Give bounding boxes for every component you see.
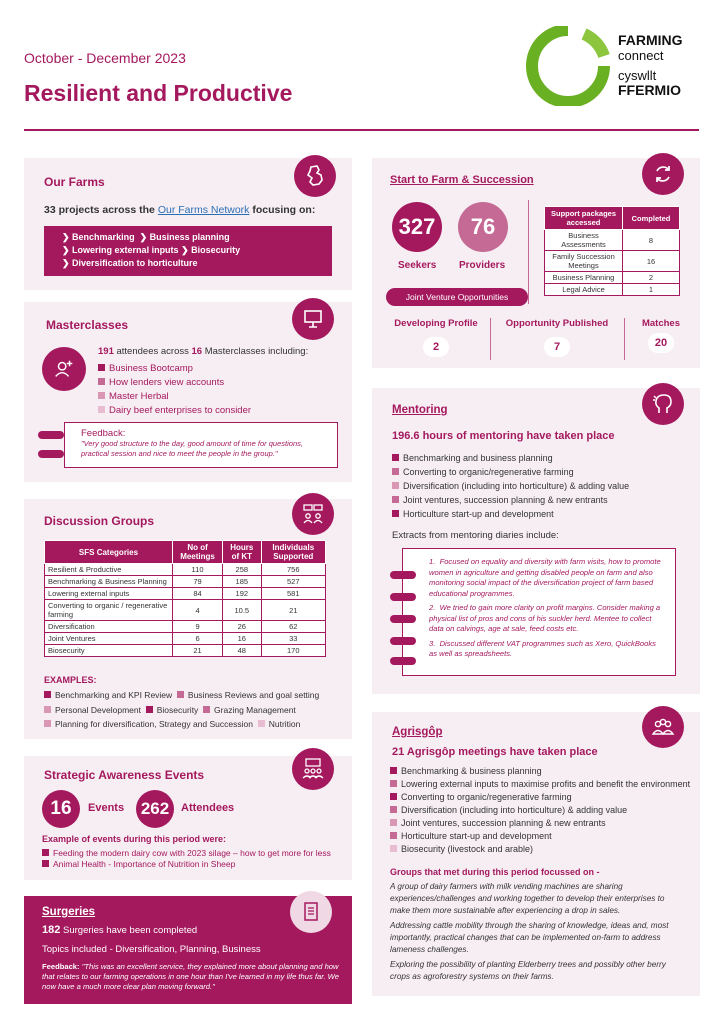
example-item: Nutrition (268, 719, 301, 729)
list-item: Horticulture start-up and development (392, 507, 692, 521)
masterclasses-feedback-box (64, 422, 338, 468)
list-item: Diversification (including into horticulture) & adding value (390, 804, 696, 817)
agrisgop-title: Agrisgôp (392, 726, 443, 738)
list-item: Benchmarking & business planning (390, 765, 696, 778)
agrisgop-panel (372, 712, 700, 996)
start-to-farm-title: Start to Farm & Succession (390, 174, 534, 186)
list-item: ❯ Lowering external inputs ❯ Biosecurity (62, 245, 241, 255)
feedback-label: Feedback: (42, 962, 80, 971)
attendees-label: Attendees (181, 802, 235, 814)
events-label: Events (88, 802, 125, 814)
list-item: Converting to organic/regenerative farming (390, 791, 696, 804)
group-item: A group of dairy farmers with milk vending machines are sharing experiences/challenges and working together to develop their enterprises to make them more sustainable after experiencing a drop in sales. (390, 882, 665, 915)
table-row: Benchmarking & Business Planning 79 185 527 (45, 576, 326, 588)
presentation-icon (292, 298, 334, 340)
extract-tab (390, 593, 416, 601)
table-row: Biosecurity 21 48 170 (45, 645, 326, 657)
group-discussion-icon (292, 493, 334, 535)
wales-map-icon (294, 155, 336, 197)
surgeries-count: 182 Surgeries have been completed (42, 924, 198, 936)
refresh-cycle-icon (642, 153, 684, 195)
mentoring-title: Mentoring (392, 404, 448, 416)
table-row: Family Succession Meetings 16 (545, 251, 680, 272)
table-header: SFS Categories (45, 541, 173, 564)
list-item: Dairy beef enterprises to consider (98, 404, 251, 418)
discussion-groups-title: Discussion Groups (44, 514, 155, 528)
list-item: Business Bootcamp (98, 362, 251, 376)
events-example-label: Example of events during this period were: (42, 834, 227, 844)
our-farms-list (44, 226, 332, 276)
list-item: Benchmarking and business planning (392, 451, 692, 465)
masterclasses-summary: 191 attendees across 16 Masterclasses including: (98, 346, 309, 357)
divider-vertical (624, 318, 625, 360)
list-item: Converting to organic/regenerative farming (392, 465, 692, 479)
extracts-label: Extracts from mentoring diaries include: (392, 530, 559, 541)
table-row: Diversification 9 26 62 (45, 621, 326, 633)
table-row: Business Assessments 8 (545, 230, 680, 251)
extracts-box (402, 548, 676, 676)
extract-tab (390, 615, 416, 623)
table-header: Individuals Supported (261, 541, 325, 564)
surgeries-title: Surgeries (42, 906, 96, 918)
people-group-icon (642, 706, 684, 748)
example-item: Biosecurity (156, 704, 199, 715)
user-add-icon (42, 347, 86, 391)
example-item: Grazing Management (214, 704, 296, 715)
table-row: Joint Ventures 6 16 33 (45, 633, 326, 645)
example-item: Personal Development (55, 704, 141, 715)
seekers-badge: 327 (392, 202, 442, 252)
table-header: No of Meetings (173, 541, 223, 564)
intro-pre: 33 projects across the (44, 204, 155, 216)
masterclasses-title: Masterclasses (46, 318, 129, 332)
events-count-badge: 16 (42, 790, 80, 828)
mentoring-list (392, 451, 692, 521)
intro-post: focusing on: (252, 204, 316, 216)
list-item: ❯ Benchmarking ❯ Business planning (62, 232, 230, 242)
agrisgop-headline: 21 Agrisgôp meetings have taken place (392, 746, 598, 758)
support-packages-table (544, 206, 680, 296)
divider-vertical (528, 200, 529, 304)
extract-item: 1. Focused on equality and diversity with farm visits, how to promote women in agriculture and getting disabled people on farm and also monitoring social impact of the diversification project of farm based educational programmes. (429, 557, 661, 598)
examples-label: EXAMPLES: (44, 675, 97, 685)
stat-value: 20 (648, 333, 674, 353)
table-header-row (545, 207, 680, 230)
list-item: Horticulture start-up and development (390, 830, 696, 843)
table-row: Lowering external inputs 84 192 581 (45, 588, 326, 600)
audience-icon (292, 748, 334, 790)
mentor-head-icon (642, 383, 684, 425)
farming-connect-logo (526, 26, 706, 106)
extract-tab (390, 637, 416, 645)
extract-tab (390, 657, 416, 665)
examples-list (44, 688, 344, 732)
list-item: Diversification (including into horticulture) & adding value (392, 479, 692, 493)
strategic-title: Strategic Awareness Events (44, 768, 205, 782)
mentoring-panel (372, 388, 700, 694)
document-icon (290, 891, 332, 933)
stat-value: 7 (544, 337, 570, 357)
group-item: Addressing cattle mobility through the sharing of knowledge, ideas and, most importantly, practical changes that can be implemented on-farm to address lameness challenges. (390, 921, 669, 954)
event-example: Animal Health - Importance of Nutrition in Sheep (53, 859, 236, 869)
logo-text-1: FARMING (618, 32, 683, 48)
extract-item: 2. We tried to gain more clarity on profit margins. Consider making a physical list of pros and cons of his suckler herd. Mentee to collect data on calvings, age at sale, feed costs etc. (429, 603, 661, 633)
list-item: ❯ Diversification to horticulture (62, 258, 198, 268)
table-row: Business Planning 2 (545, 272, 680, 284)
table-row: Converting to organic / regenerative farming 4 10.5 21 (45, 600, 326, 621)
table-header: Hours of KT (223, 541, 262, 564)
masterclasses-list (98, 362, 251, 418)
table-header-row (45, 541, 326, 564)
table-row: Resilient & Productive 110 258 756 (45, 564, 326, 576)
discussion-groups-table (44, 540, 326, 657)
providers-label: Providers (459, 260, 506, 271)
logo-text-2: connect (618, 48, 664, 63)
extract-tab (390, 571, 416, 579)
stat-matches (626, 318, 696, 353)
divider-vertical (490, 318, 491, 360)
logo-text-4: FFERMIO (618, 82, 681, 98)
stat-label: Matches (641, 318, 680, 329)
logo-ring-icon (526, 26, 610, 106)
joint-venture-button[interactable]: Joint Venture Opportunities (386, 288, 528, 306)
surgeries-feedback (42, 962, 342, 992)
providers-badge: 76 (458, 202, 508, 252)
events-examples (42, 848, 338, 870)
stat-published (492, 318, 622, 357)
list-item: How lenders view accounts (98, 376, 251, 390)
table-row: Legal Advice 1 (545, 284, 680, 296)
logo-text-3: cyswllt (618, 68, 657, 83)
agrisgop-list (390, 765, 696, 856)
stat-label: Opportunity Published (505, 318, 609, 329)
mentoring-headline: 196.6 hours of mentoring have taken place (392, 430, 615, 442)
example-item: Business Reviews and goal setting (187, 690, 320, 700)
table-header: Support packages accessed (545, 207, 623, 230)
stat-developing (382, 318, 490, 357)
list-item: Joint ventures, succession planning & new entrants (390, 817, 696, 830)
example-item: Planning for diversification, Strategy and Succession (55, 719, 253, 729)
discussion-groups-panel (24, 499, 352, 739)
list-item: Master Herbal (98, 390, 251, 404)
our-farms-intro (44, 204, 315, 216)
feedback-quote: "This was an excellent service, they explained more about planning and how that relates to our farming operations in one hour than I've learned in my life thus far. We now have a much more clear plan moving forward." (42, 962, 339, 991)
our-farms-title: Our Farms (44, 175, 105, 189)
groups-label: Groups that met during this period focussed on - (390, 867, 600, 877)
groups-list (390, 881, 686, 983)
surgeries-topics: Topics included - Diversification, Planning, Business (42, 944, 261, 955)
extract-item: 3. Discussed different VAT programmes such as Xero, QuickBooks as well as spreadsheets. (429, 638, 656, 658)
example-item: Benchmarking and KPI Review (55, 690, 173, 700)
stat-value: 2 (423, 337, 449, 357)
feedback-tab-top (38, 431, 64, 439)
feedback-label: Feedback: (81, 428, 126, 439)
feedback-quote: "Very good structure to the day, good amount of time for questions, practical session and nice to meet the people in the group." (81, 439, 303, 458)
group-item: Exploring the possibility of planting Elderberry trees and possibly other berry crops as agroforestry systems on their farms. (390, 960, 666, 981)
seekers-label: Seekers (398, 260, 437, 271)
event-example: Feeding the modern dairy cow with 2023 silage – how to get more for less (53, 848, 331, 858)
attendees-count-badge: 262 (136, 790, 174, 828)
feedback-tab-bottom (38, 450, 64, 458)
list-item: Joint ventures, succession planning & new entrants (392, 493, 692, 507)
page-title: Resilient and Productive (24, 80, 293, 106)
header-divider (24, 129, 699, 131)
table-header: Completed (623, 207, 680, 230)
report-period: October - December 2023 (24, 50, 186, 66)
list-item: Biosecurity (livestock and arable) (390, 843, 696, 856)
stat-label: Developing Profile (394, 318, 478, 329)
list-item: Lowering external inputs to maximise profits and benefit the environment (390, 778, 696, 791)
our-farms-network-link[interactable]: Our Farms Network (157, 204, 250, 216)
